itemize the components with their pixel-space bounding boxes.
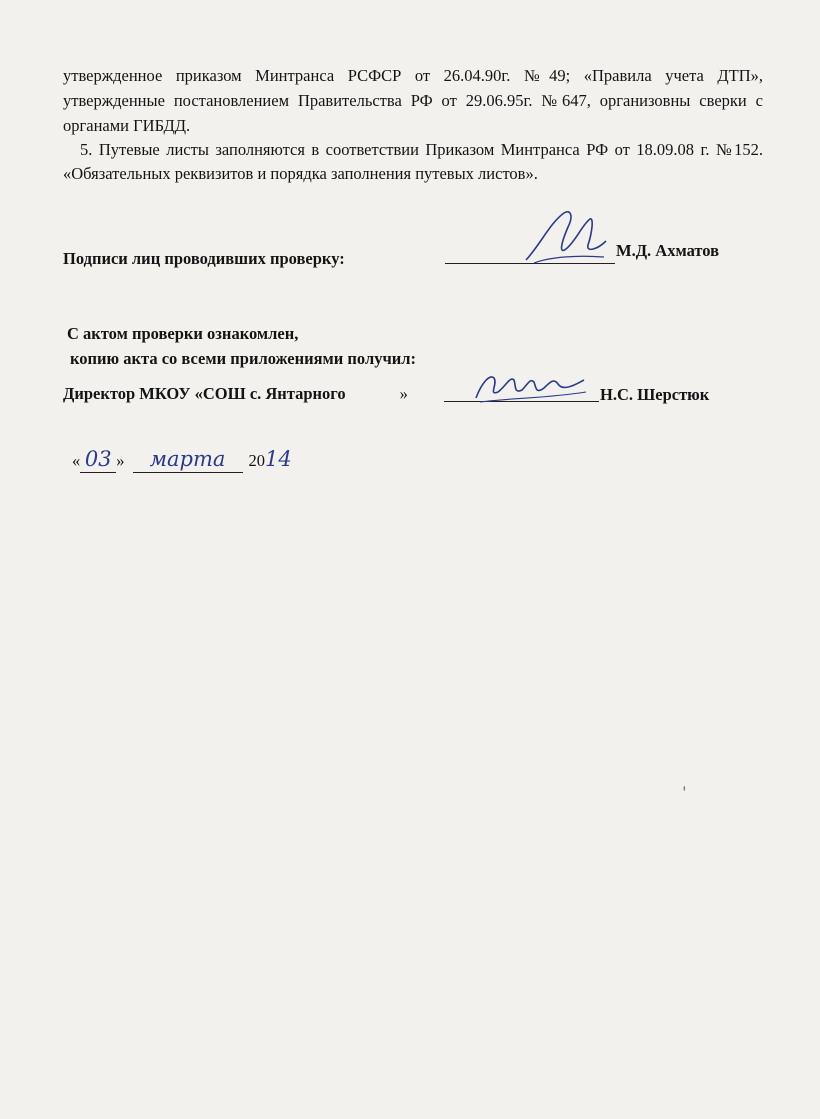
date-close-quote: »	[116, 451, 125, 470]
acknowledgement-line1: С актом проверки ознакомлен,	[67, 324, 299, 343]
director-title: Директор МКОУ «СОШ с. Янтарного	[63, 384, 346, 403]
item5-line2: «Обязательных реквизитов и порядка заполнения путевых листов».	[63, 164, 538, 183]
paragraph-tail-line2: утвержденные постановлением Правительства РФ от 29.06.95г. №647, организовны сверки с	[63, 91, 763, 110]
item5-line1: 5. Путевые листы заполняются в соответствии Приказом Минтранса РФ от 18.09.08 г. №152.	[80, 140, 763, 159]
scan-mark: ˈ	[680, 782, 689, 811]
paragraph-tail-line3: органами ГИБДД.	[63, 116, 191, 135]
date-year-prefix: 20	[248, 451, 265, 470]
inspector-name: М.Д. Ахматов	[616, 241, 720, 260]
date-month: марта	[149, 447, 226, 471]
date-day: 03	[84, 447, 112, 471]
date-year-suffix: 14	[265, 447, 292, 471]
director-title-wrap	[63, 383, 408, 405]
inspector-signature	[520, 205, 610, 267]
director-title-quote: »	[399, 384, 408, 403]
inspectors-signature-label: Подписи лиц проводивших проверку:	[63, 249, 345, 268]
date-field	[72, 448, 292, 473]
director-name: Н.С. Шерстюк	[600, 385, 710, 404]
paragraph-tail-line1: утвержденное приказом Минтранса РСФСР от 26.04.90г. №49; «Правила учета ДТП»,	[63, 66, 763, 85]
acknowledgement-line2: копию акта со всеми приложениями получил:	[70, 349, 417, 368]
director-signature	[470, 368, 590, 406]
date-open-quote: «	[72, 451, 81, 470]
